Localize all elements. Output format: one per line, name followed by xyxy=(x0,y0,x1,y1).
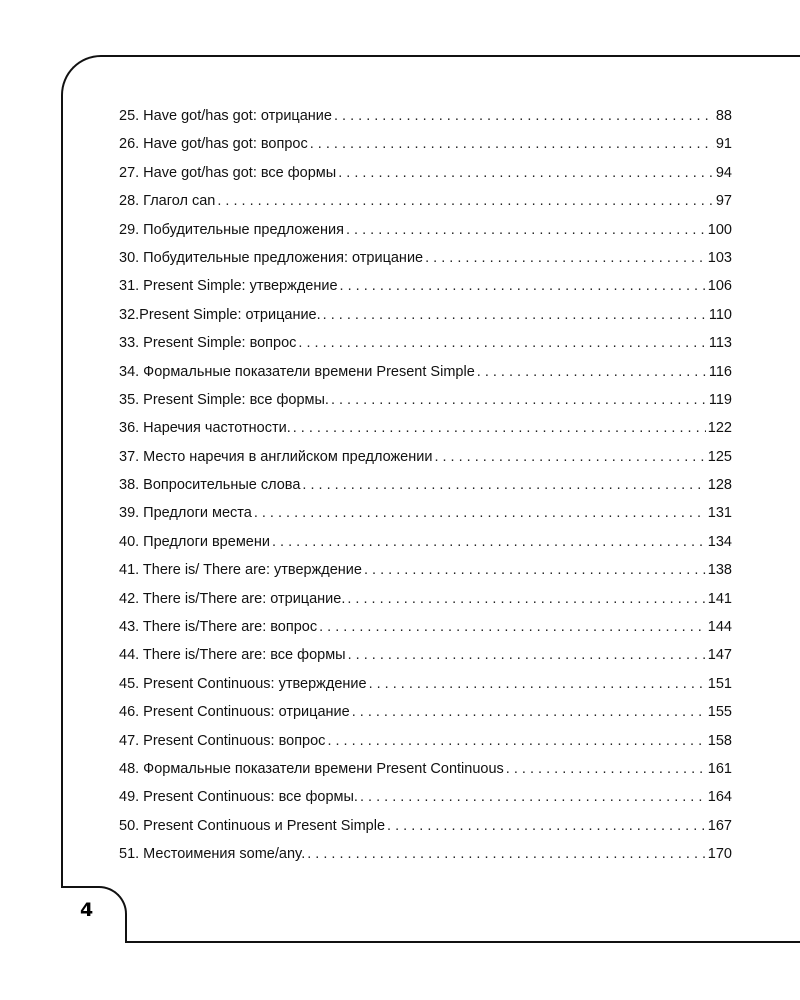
toc-leader-dots xyxy=(347,591,705,607)
toc-entry-title: 31. Present Simple: утверждение xyxy=(119,278,338,295)
toc-entry-page: 100 xyxy=(707,221,732,238)
toc-entry[interactable] xyxy=(119,335,732,363)
toc-leader-dots xyxy=(360,789,706,805)
toc-leader-dots xyxy=(310,136,714,152)
toc-entry-page: 134 xyxy=(707,533,732,550)
toc-entry[interactable] xyxy=(119,165,732,193)
toc-entry-page: 128 xyxy=(707,477,732,494)
toc-leader-dots xyxy=(387,818,706,834)
toc-entry[interactable] xyxy=(119,392,732,420)
toc-entry-title: 29. Побудительные предложения xyxy=(119,221,344,238)
toc-entry-page: 125 xyxy=(707,448,732,465)
toc-leader-dots xyxy=(340,278,706,294)
toc-entry[interactable] xyxy=(119,704,732,732)
toc-entry-title: 30. Побудительные предложения: отрицание xyxy=(119,249,424,266)
toc-entry[interactable] xyxy=(119,818,732,846)
toc-leader-dots xyxy=(334,108,714,124)
toc-entry[interactable] xyxy=(119,619,732,647)
toc-leader-dots xyxy=(272,534,706,550)
toc-leader-dots xyxy=(434,449,705,465)
toc-entry-page: 94 xyxy=(715,164,732,181)
toc-entry-page: 106 xyxy=(707,278,732,295)
toc-entry-page: 164 xyxy=(707,789,732,806)
toc-entry-title: 39. Предлоги места xyxy=(119,505,252,522)
toc-entry-page: 151 xyxy=(707,675,732,692)
table-of-contents xyxy=(119,108,732,875)
toc-leader-dots xyxy=(319,619,706,635)
toc-entry-page: 161 xyxy=(707,760,732,777)
toc-entry-title: 26. Have got/has got: вопрос xyxy=(119,136,308,153)
toc-entry-page: 91 xyxy=(715,136,732,153)
toc-entry[interactable] xyxy=(119,789,732,817)
toc-entry[interactable] xyxy=(119,477,732,505)
toc-entry[interactable] xyxy=(119,307,732,335)
toc-leader-dots xyxy=(348,647,706,663)
toc-entry-page: 110 xyxy=(708,306,732,323)
toc-leader-dots xyxy=(477,364,707,380)
toc-entry[interactable] xyxy=(119,591,732,619)
toc-entry-title: 51. Местоимения some/any. xyxy=(119,846,306,863)
toc-entry[interactable] xyxy=(119,193,732,221)
toc-entry[interactable] xyxy=(119,136,732,164)
toc-leader-dots xyxy=(425,250,706,266)
toc-entry[interactable] xyxy=(119,733,732,761)
toc-leader-dots xyxy=(307,846,706,862)
toc-entry[interactable] xyxy=(119,108,732,136)
toc-entry-page: 141 xyxy=(707,590,732,607)
toc-entry-title: 45. Present Continuous: утверждение xyxy=(119,675,367,692)
toc-entry[interactable] xyxy=(119,449,732,477)
toc-entry-page: 103 xyxy=(707,249,732,266)
toc-leader-dots xyxy=(338,165,714,181)
toc-entry-title: 35. Present Simple: все формы. xyxy=(119,391,329,408)
toc-entry-page: 155 xyxy=(707,704,732,721)
toc-entry-page: 158 xyxy=(707,732,732,749)
toc-entry[interactable] xyxy=(119,676,732,704)
toc-entry-title: 27. Have got/has got: все формы xyxy=(119,164,337,181)
toc-entry-page: 147 xyxy=(707,647,732,664)
toc-leader-dots xyxy=(298,335,706,351)
toc-entry-title: 25. Have got/has got: отрицание xyxy=(119,108,332,124)
toc-entry-page: 122 xyxy=(707,420,732,437)
toc-entry-title: 36. Наречия частотности. xyxy=(119,420,291,437)
toc-entry-title: 43. There is/There are: вопрос xyxy=(119,619,318,636)
toc-entry-page: 138 xyxy=(707,562,732,579)
toc-entry[interactable] xyxy=(119,278,732,306)
toc-entry-page: 88 xyxy=(715,108,732,124)
toc-leader-dots xyxy=(327,733,705,749)
toc-entry-title: 38. Вопросительные слова xyxy=(119,477,301,494)
toc-entry-title: 46. Present Continuous: отрицание xyxy=(119,704,350,721)
toc-entry-title: 50. Present Continuous и Present Simple xyxy=(119,817,386,834)
toc-entry-title: 32.Present Simple: отрицание. xyxy=(119,306,321,323)
page-number-tab xyxy=(61,886,127,943)
toc-leader-dots xyxy=(323,307,707,323)
toc-entry-page: 116 xyxy=(708,363,732,380)
toc-leader-dots xyxy=(254,505,706,521)
toc-entry-page: 170 xyxy=(707,846,732,863)
toc-entry-title: 47. Present Continuous: вопрос xyxy=(119,732,326,749)
toc-entry-title: 40. Предлоги времени xyxy=(119,533,270,550)
toc-entry-page: 144 xyxy=(707,619,732,636)
toc-leader-dots xyxy=(506,761,706,777)
toc-entry[interactable] xyxy=(119,222,732,250)
toc-entry[interactable] xyxy=(119,364,732,392)
toc-entry[interactable] xyxy=(119,761,732,789)
toc-leader-dots xyxy=(352,704,706,720)
toc-entry-title: 41. There is/ There are: утверждение xyxy=(119,562,362,579)
toc-entry[interactable] xyxy=(119,505,732,533)
toc-entry-title: 48. Формальные показатели времени Present Continuous xyxy=(119,760,504,777)
toc-entry-page: 167 xyxy=(707,817,732,834)
toc-leader-dots xyxy=(331,392,707,408)
toc-entry-title: 28. Глагол can xyxy=(119,193,216,210)
toc-entry[interactable] xyxy=(119,562,732,590)
toc-entry-title: 34. Формальные показатели времени Present Simple xyxy=(119,363,475,380)
toc-leader-dots xyxy=(346,222,706,238)
toc-entry-title: 42. There is/There are: отрицание. xyxy=(119,590,346,607)
toc-leader-dots xyxy=(293,420,706,436)
toc-entry[interactable] xyxy=(119,420,732,448)
toc-entry-title: 37. Место наречия в английском предложении xyxy=(119,448,433,465)
toc-entry-page: 119 xyxy=(708,391,732,408)
toc-entry[interactable] xyxy=(119,846,732,874)
toc-leader-dots xyxy=(217,193,714,209)
page-number: 4 xyxy=(80,899,94,921)
toc-leader-dots xyxy=(364,562,706,578)
toc-entry-title: 44. There is/There are: все формы xyxy=(119,647,346,664)
toc-entry-page: 131 xyxy=(707,505,732,522)
toc-entry[interactable] xyxy=(119,534,732,562)
toc-entry-page: 113 xyxy=(708,335,732,352)
toc-entry-page: 97 xyxy=(715,193,732,210)
toc-leader-dots xyxy=(369,676,706,692)
toc-entry-title: 49. Present Continuous: все формы. xyxy=(119,789,358,806)
toc-entry-title: 33. Present Simple: вопрос xyxy=(119,335,297,352)
toc-leader-dots xyxy=(302,477,705,493)
toc-entry[interactable] xyxy=(119,647,732,675)
toc-entry[interactable] xyxy=(119,250,732,278)
